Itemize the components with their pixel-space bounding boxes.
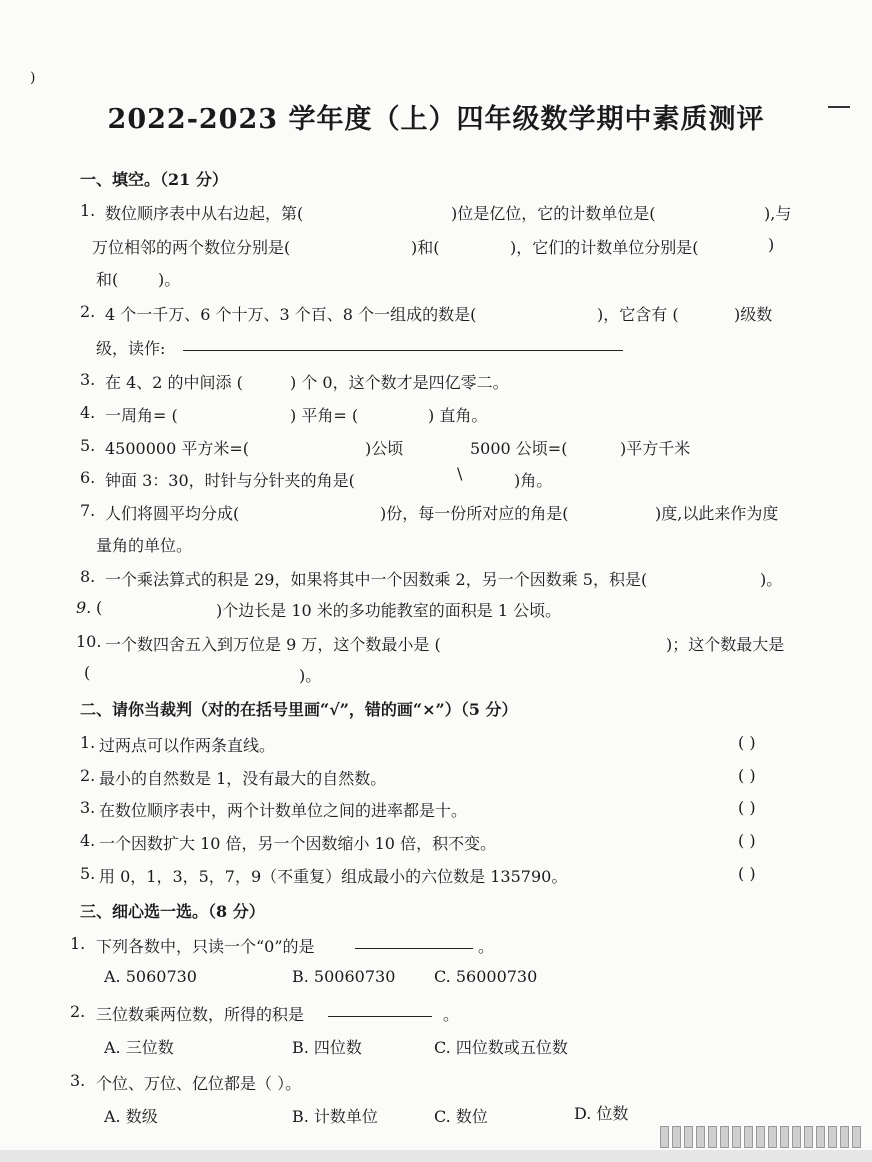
choice-option[interactable]: C. 56000730 (434, 967, 538, 986)
q6-num: 6. (80, 468, 96, 487)
q2-num: 2. (80, 302, 96, 321)
q1-part-b: )位是亿位，它的计数单位是( (451, 204, 656, 223)
judge-item-text: 在数位顺序表中，两个计数单位之间的进率都是十。 (99, 801, 468, 820)
q9-part-b: )个边长是 10 米的多功能教室的面积是 1 公顷。 (216, 601, 562, 620)
q4-part-a: 一周角= ( (105, 406, 178, 425)
corner-mark: ) (30, 70, 36, 86)
q5-part-b: )公顷 (365, 439, 404, 458)
choice-q2-num: 2. (70, 1002, 86, 1021)
choice-q2-blank[interactable] (328, 1002, 432, 1017)
q1-part-i: )。 (158, 270, 181, 289)
judge-item-paren[interactable]: ( ) (738, 798, 756, 817)
section2-heading: 二、请你当裁判（对的在括号里画“√”，错的画“×”）（5 分） (80, 700, 518, 719)
q5-part-a: 4500000 平方米=( (105, 439, 249, 458)
choice-q2-end: 。 (443, 1005, 460, 1024)
judge-item-paren[interactable]: ( ) (738, 864, 756, 883)
q9-num: 9. (76, 598, 92, 617)
q6-part-a: 钟面 3：30，时针与分针夹的角是( (105, 471, 355, 490)
q3-part-a: 在 4、2 的中间添 ( (105, 373, 243, 392)
q1-part-h: 和( (96, 270, 119, 289)
choice-q1-text: 下列各数中，只读一个“0”的是 (96, 937, 315, 956)
q4-part-b: ) 平角= ( (290, 406, 359, 425)
q10-part-c: ( (84, 663, 91, 682)
scan-edge-strip (660, 1126, 861, 1146)
choice-option[interactable]: A. 三位数 (104, 1038, 174, 1057)
q1-part-e: )和( (411, 238, 440, 257)
section1-heading: 一、填空。（21 分） (80, 170, 228, 189)
q2-answer-line[interactable] (183, 336, 623, 351)
q1-part-d: 万位相邻的两个数位分别是( (92, 238, 291, 257)
q1-part-a: 数位顺序表中从右边起，第( (105, 204, 304, 223)
judge-item-num: 1. (80, 733, 96, 752)
q1-part-f: )，它们的计数单位分别是( (510, 238, 699, 257)
q3-part-b: ) 个 0，这个数才是四亿零二。 (290, 373, 509, 392)
section3-heading: 三、细心选一选。（8 分） (80, 902, 265, 921)
q7-part-d: 量角的单位。 (96, 536, 193, 555)
judge-item-num: 5. (80, 864, 96, 883)
q8-part-a: 一个乘法算式的积是 29，如果将其中一个因数乘 2，另一个因数乘 5，积是( (105, 570, 648, 589)
q7-part-b: )份，每一份所对应的角是( (380, 504, 569, 523)
q1-part-c: ),与 (764, 204, 792, 223)
q5-part-c: 5000 公顷=( (470, 439, 568, 458)
q6-stray-mark: \ (457, 464, 463, 483)
q10-part-d: )。 (299, 666, 322, 685)
choice-option[interactable]: A. 数级 (104, 1107, 158, 1126)
judge-item-num: 2. (80, 766, 96, 785)
q2-part-d: 级，读作: (96, 339, 166, 358)
q2-part-b: )，它含有 ( (597, 305, 679, 324)
q4-num: 4. (80, 403, 96, 422)
choice-option[interactable]: C. 数位 (434, 1107, 488, 1126)
q2-part-c: )级数 (734, 305, 773, 324)
q6-part-c: )角。 (514, 471, 553, 490)
q9-part-a: ( (96, 598, 103, 617)
judge-item-paren[interactable]: ( ) (738, 766, 756, 785)
choice-q2-text: 三位数乘两位数，所得的积是 (96, 1005, 305, 1024)
choice-option[interactable]: C. 四位数或五位数 (434, 1038, 568, 1057)
q4-part-c: ) 直角。 (428, 406, 488, 425)
choice-option[interactable]: B. 计数单位 (292, 1107, 378, 1126)
q7-num: 7. (80, 501, 96, 520)
q7-part-a: 人们将圆平均分成( (105, 504, 240, 523)
q5-part-d: )平方千米 (620, 439, 691, 458)
choice-option[interactable]: D. 位数 (574, 1104, 629, 1123)
choice-option[interactable]: B. 50060730 (292, 967, 396, 986)
q1-part-g: ) (768, 235, 775, 254)
q8-part-b: )。 (760, 570, 783, 589)
judge-item-num: 3. (80, 798, 96, 817)
judge-item-paren[interactable]: ( ) (738, 733, 756, 752)
q8-num: 8. (80, 567, 96, 586)
choice-option[interactable]: A. 5060730 (104, 967, 197, 986)
q1-num: 1. (80, 201, 96, 220)
judge-item-text: 过两点可以作两条直线。 (99, 736, 276, 755)
judge-item-num: 4. (80, 831, 96, 850)
choice-q1-blank[interactable] (355, 934, 473, 949)
q10-part-a: 一个数四舍五入到万位是 9 万，这个数最小是 ( (105, 635, 441, 654)
page-title: 2022-2023 学年度（上）四年级数学期中素质测评 (107, 104, 765, 135)
judge-item-text: 最小的自然数是 1，没有最大的自然数。 (99, 769, 387, 788)
q2-part-a: 4 个一千万、6 个十万、3 个百、8 个一组成的数是( (105, 305, 477, 324)
q5-num: 5. (80, 436, 96, 455)
choice-q3-text: 个位、万位、亿位都是（ ）。 (96, 1074, 302, 1093)
judge-item-paren[interactable]: ( ) (738, 831, 756, 850)
choice-q3-num: 3. (70, 1071, 86, 1090)
q10-part-b: )；这个数最大是 (666, 635, 785, 654)
q3-num: 3. (80, 370, 96, 389)
judge-item-text: 一个因数扩大 10 倍，另一个因数缩小 10 倍，积不变。 (99, 834, 497, 853)
q10-num: 10. (76, 632, 102, 651)
judge-item-text: 用 0，1，3，5，7，9（不重复）组成最小的六位数是 135790。 (99, 867, 568, 886)
choice-option[interactable]: B. 四位数 (292, 1038, 362, 1057)
q7-part-c: )度,以此来作为度 (655, 504, 779, 523)
bottom-strip (0, 1150, 872, 1162)
choice-q1-end: 。 (478, 937, 495, 956)
choice-q1-num: 1. (70, 934, 86, 953)
